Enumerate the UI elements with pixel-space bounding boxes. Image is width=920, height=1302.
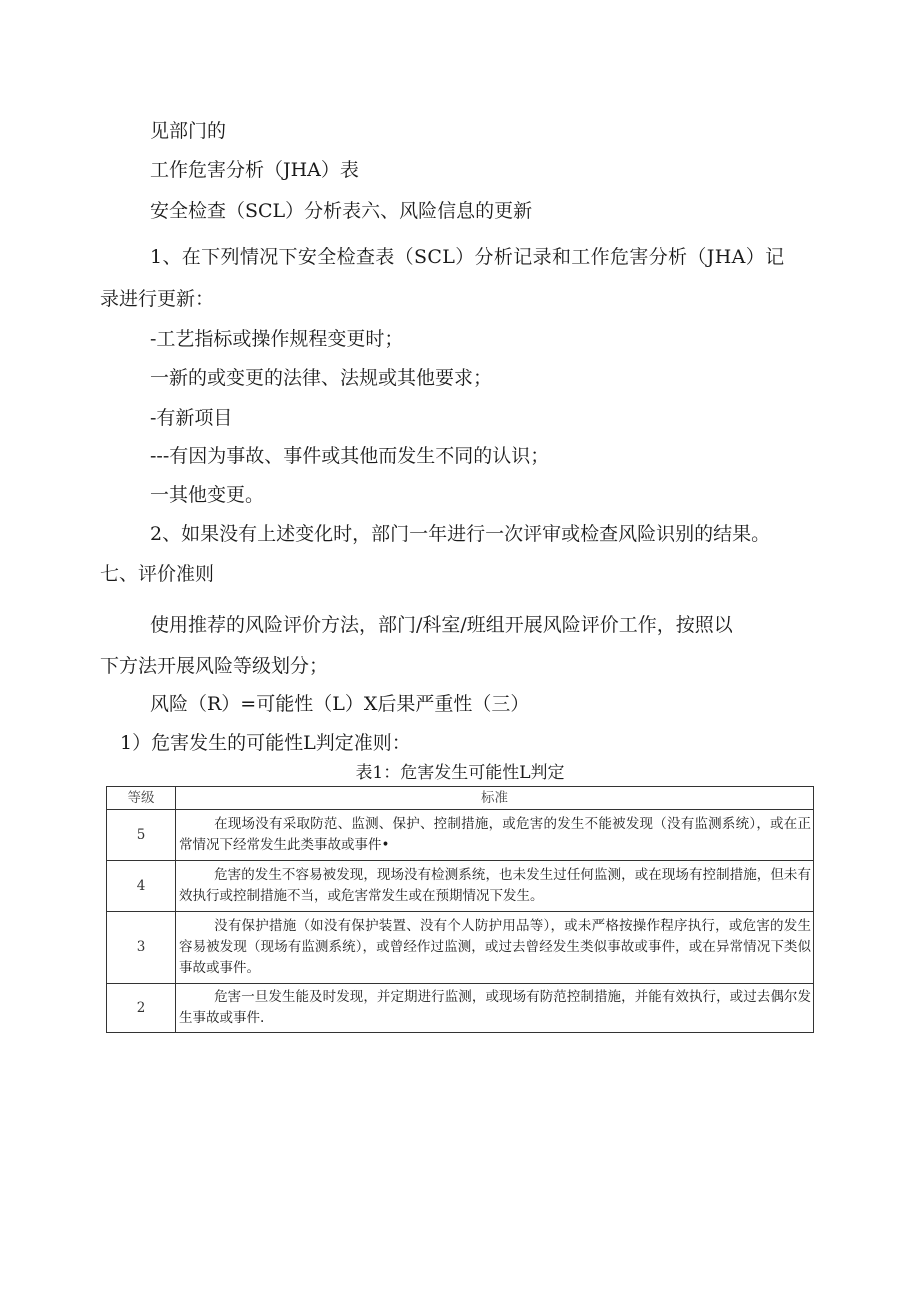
- text-line: 一其他变更。: [150, 484, 265, 506]
- text-line: -工艺指标或操作规程变更时；: [150, 328, 404, 350]
- text-line: 录进行更新：: [100, 288, 215, 310]
- level-cell: 2: [107, 984, 176, 1033]
- criteria-cell: 危害一旦发生能及时发现，并定期进行监测，或现场有防范控制措施，并能有效执行，或过去偶尔发生事故或事件.: [176, 984, 814, 1033]
- text-line: 见部门的: [150, 120, 227, 142]
- criteria-cell: 在现场没有采取防范、监测、保护、控制措施，或危害的发生不能被发现（没有监测系统），或在正常情况下经常发生此类事故或事件•: [176, 810, 814, 861]
- text-line: 2、如果没有上述变化时，部门一年进行一次评审或检查风险识别的结果。: [150, 523, 771, 545]
- text-line: ---有因为事故、事件或其他而发生不同的认识；: [150, 445, 550, 467]
- level-cell: 5: [107, 810, 176, 861]
- criteria-cell: 没有保护措施（如没有保护装置、没有个人防护用品等），或未严格按操作程序执行，或危害的发生容易被发现（现场有监测系统），或曾经作过监测，或过去曾经发生类似事故或事件，或在异常情况下类似事故或事件。: [176, 912, 814, 984]
- text-line: 安全检查（SCL）分析表六、风险信息的更新: [150, 200, 533, 222]
- section-heading: 七、评价准则: [100, 563, 215, 585]
- table-row: [107, 984, 814, 1033]
- text-line: 下方法开展风险等级划分；: [100, 655, 329, 677]
- likelihood-criteria-table: [106, 786, 814, 1033]
- level-cell: 4: [107, 861, 176, 912]
- table-row: [107, 912, 814, 984]
- text-line: 一新的或变更的法律、法规或其他要求；: [150, 367, 493, 389]
- text-line: 工作危害分析（JHA）表: [150, 159, 359, 181]
- text-line: 1、在下列情况下安全检查表（SCL）分析记录和工作危害分析（JHA）记: [150, 246, 785, 268]
- criteria-cell: 危害的发生不容易被发现，现场没有检测系统，也未发生过任何监测，或在现场有控制措施，但未有效执行或控制措施不当，或危害常发生或在预期情况下发生。: [176, 861, 814, 912]
- sub-heading: 1）危害发生的可能性L判定准则：: [120, 732, 411, 754]
- table-row: [107, 861, 814, 912]
- header-level: 等级: [107, 787, 176, 810]
- text-line: 使用推荐的风险评价方法，部门/科室/班组开展风险评价工作，按照以: [150, 614, 733, 636]
- formula-line: 风险（R）=可能性（L）X后果严重性（三）: [150, 693, 530, 715]
- level-cell: 3: [107, 912, 176, 984]
- header-criteria: 标准: [176, 787, 814, 810]
- table-caption: 表1：危害发生可能性L判定: [355, 763, 565, 783]
- table-header-row: [107, 787, 814, 810]
- table-row: [107, 810, 814, 861]
- text-line: -有新项目: [150, 407, 233, 429]
